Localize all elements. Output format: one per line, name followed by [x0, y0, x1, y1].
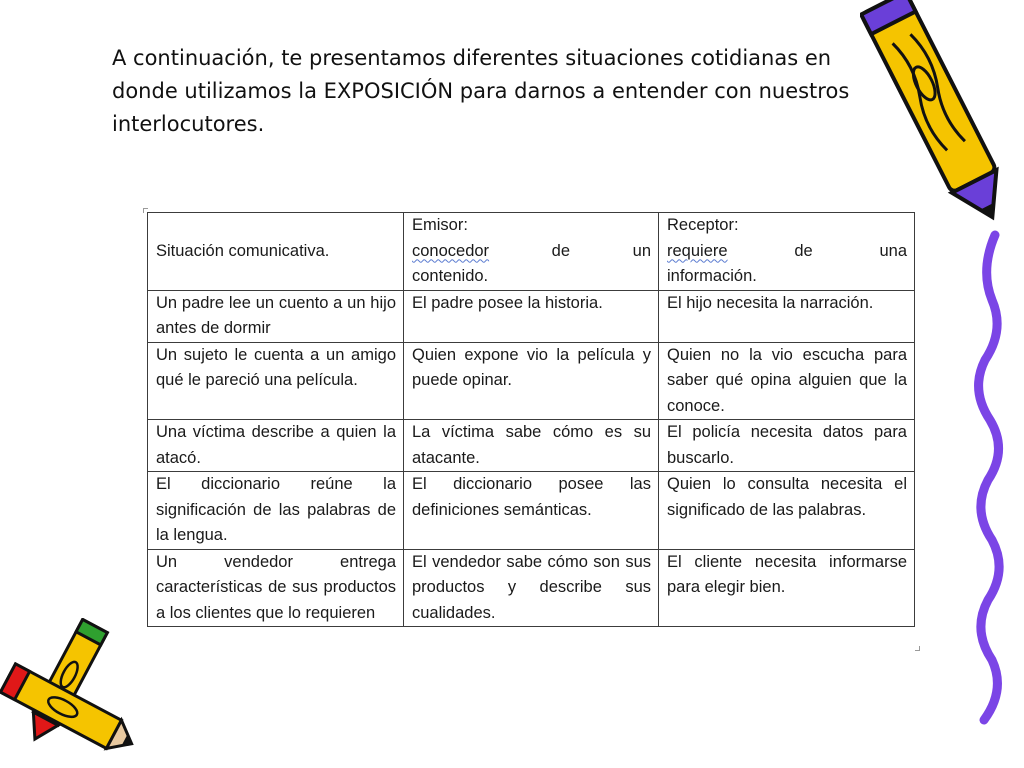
- cell-emisor: El diccionario posee las definiciones semánticas.: [404, 472, 659, 550]
- cell-situation: Un sujeto le cuenta a un amigo qué le pareció una película.: [148, 342, 404, 420]
- table-row: [148, 290, 915, 342]
- header-emisor-word: conocedor: [412, 241, 490, 260]
- header-situation: [148, 213, 404, 291]
- cell-receptor: El hijo necesita la narración.: [659, 290, 915, 342]
- cell-emisor: Quien expone vio la película y puede opinar.: [404, 342, 659, 420]
- cell-emisor: La víctima sabe cómo es su atacante.: [404, 420, 659, 472]
- squiggle-decoration-icon: [970, 230, 1010, 730]
- cell-receptor: Quien no la vio escucha para saber qué opina alguien que la conoce.: [659, 342, 915, 420]
- header-situation-label: Situación comunicativa.: [156, 241, 330, 260]
- header-emisor: [404, 213, 659, 291]
- cell-emisor: El padre posee la historia.: [404, 290, 659, 342]
- table-corner-mark-top-left: [143, 208, 148, 213]
- cell-receptor: El cliente necesita informarse para elegir bien.: [659, 549, 915, 627]
- table-row: [148, 420, 915, 472]
- header-receptor-word: requiere: [667, 241, 728, 260]
- cell-situation: El diccionario reúne la significación de las palabras de la lengua.: [148, 472, 404, 550]
- cell-situation: Un padre lee un cuento a un hijo antes de dormir: [148, 290, 404, 342]
- cell-receptor: El policía necesita datos para buscarlo.: [659, 420, 915, 472]
- pencil-icon: [860, 0, 1010, 245]
- exposition-table: [147, 212, 915, 627]
- cell-situation: Un vendedor entrega características de sus productos a los clientes que lo requieren: [148, 549, 404, 627]
- crossed-pencils-icon: [0, 618, 155, 763]
- table-row: [148, 472, 915, 550]
- table-header-row: [148, 213, 915, 291]
- intro-paragraph: A continuación, te presentamos diferentes situaciones cotidianas en donde utilizamos la EXPOSICIÓN para darnos a entender con nuestros interlocutores.: [112, 46, 850, 136]
- cell-situation: Una víctima describe a quien la atacó.: [148, 420, 404, 472]
- exposition-table-image: [147, 212, 914, 627]
- header-receptor-rest: información.: [667, 267, 757, 285]
- header-receptor-una: una: [879, 241, 907, 260]
- table-corner-mark-bottom-right: [915, 646, 920, 651]
- cell-emisor: El vendedor sabe cómo son sus productos y describe sus cualidades.: [404, 549, 659, 627]
- header-emisor-title: Emisor:: [412, 216, 468, 234]
- header-emisor-un: un: [632, 241, 651, 260]
- header-receptor-de: de: [794, 241, 813, 260]
- cell-receptor: Quien lo consulta necesita el significado de las palabras.: [659, 472, 915, 550]
- header-emisor-rest: contenido.: [412, 267, 489, 285]
- header-emisor-de: de: [551, 241, 571, 260]
- header-receptor-title: Receptor:: [667, 216, 739, 234]
- table-row: [148, 342, 915, 420]
- table-row: [148, 549, 915, 627]
